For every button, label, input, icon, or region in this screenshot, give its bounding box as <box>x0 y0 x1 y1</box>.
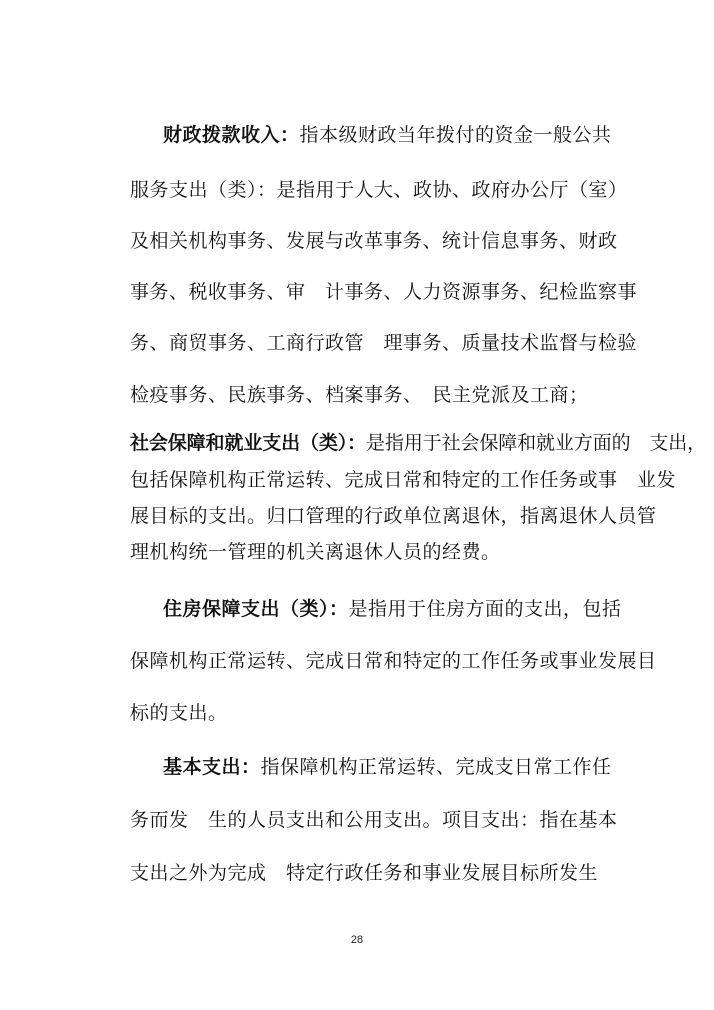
paragraph-line <box>163 752 612 779</box>
paragraph-line <box>163 120 612 147</box>
paragraph-line: 服务支出（类）：是指用于人大、政协、政府办公厅（室） <box>130 179 628 201</box>
line-text: 指本级财政当年拨付的资金一般公共 <box>299 124 612 146</box>
paragraph-line: 务、商贸事务、工商行政管 理事务、质量技术监督与检验 <box>130 332 638 354</box>
paragraph-line <box>130 428 706 455</box>
paragraph-line: 及相关机构事务、发展与改革事务、统计信息事务、财政 <box>130 230 618 252</box>
line-text: 指保障机构正常运转、完成支日常工作任 <box>260 756 612 778</box>
paragraph-line: 标的支出。 <box>130 702 228 724</box>
term-social-security: 社会保障和就业支出（类）： <box>130 432 367 454</box>
paragraph-line: 事务、税收事务、审 计事务、人力资源事务、纪检监察事 <box>130 281 638 303</box>
term-fiscal-appropriation: 财政拨款收入： <box>163 124 300 146</box>
paragraph-line: 保障机构正常运转、完成日常和特定的工作任务或事业发展目 <box>130 650 657 672</box>
page-number: 28 <box>350 934 364 946</box>
paragraph-line: 包括保障机构正常运转、完成日常和特定的工作任务或事 业发 <box>130 469 677 491</box>
paragraph-line: 务而发 生的人员支出和公用支出。项目支出：指在基本 <box>130 809 618 831</box>
line-text: 是指用于社会保障和就业方面的 支出， <box>366 432 707 454</box>
paragraph-line: 理机构统一管理的机关离退休人员的经费。 <box>130 541 501 563</box>
paragraph-line: 检疫事务、民族事务、档案事务、 民主党派及工商； <box>130 384 589 406</box>
paragraph-line: 展目标的支出。归口管理的行政单位离退休，指离退休人员管 <box>130 505 657 527</box>
line-text: 是指用于住房方面的支出，包括 <box>348 598 622 620</box>
paragraph-line: 支出之外为完成 特定行政任务和事业发展目标所发生 <box>130 862 599 884</box>
paragraph-line <box>163 594 622 621</box>
term-housing-security: 住房保障支出（类）： <box>163 598 349 620</box>
term-basic-expenditure: 基本支出： <box>163 756 261 778</box>
